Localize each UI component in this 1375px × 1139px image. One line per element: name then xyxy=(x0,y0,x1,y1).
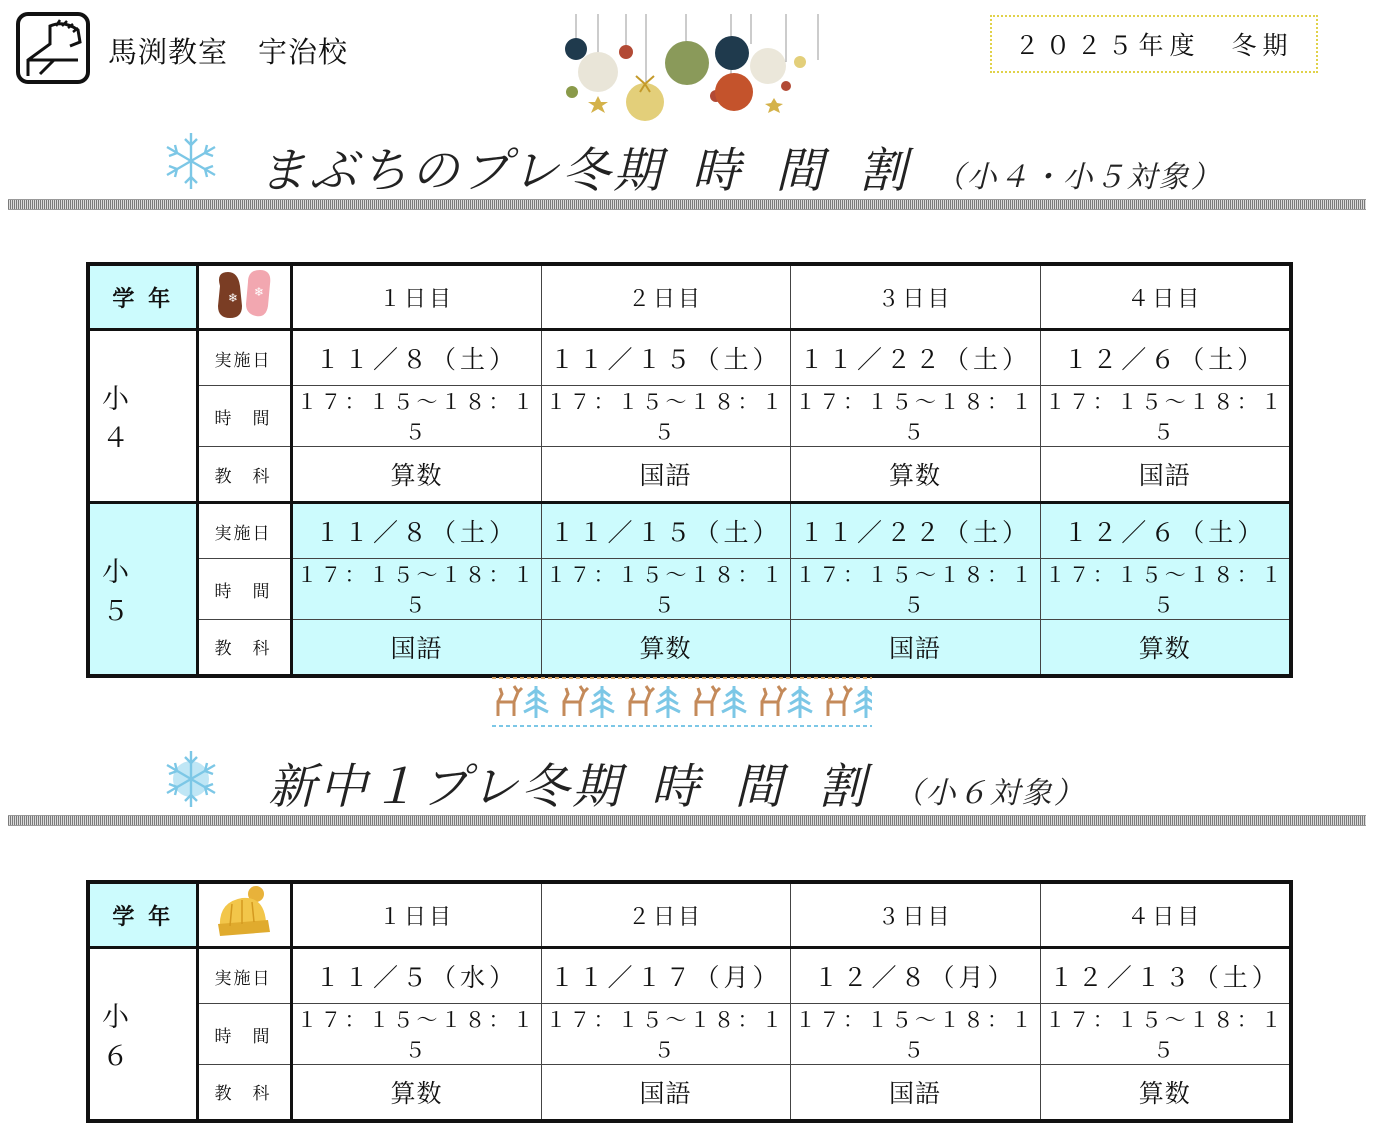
section2-title xyxy=(268,748,1086,817)
date-cell: １２／６（土） xyxy=(1040,330,1291,386)
grade-label: 小 ６ xyxy=(88,948,197,1121)
day-header: ４日目 xyxy=(1040,264,1291,330)
time-cell: １７：１５～１８：１５ xyxy=(291,559,541,620)
section2-title-text: 新中１プレ冬期 xyxy=(268,759,624,815)
date-cell: １１／５（水） xyxy=(291,948,541,1004)
day-header: ３日目 xyxy=(790,264,1040,330)
subject-cell: 国語 xyxy=(291,620,541,676)
date-cell: １１／１７（月） xyxy=(541,948,790,1004)
row-label-date: 実施日 xyxy=(197,330,291,386)
timetable-section1 xyxy=(86,262,1293,678)
divider xyxy=(8,815,1366,826)
subject-cell: 国語 xyxy=(541,447,790,503)
date-cell: １１／８（土） xyxy=(291,330,541,386)
term-label: ２０２５年度 冬期 xyxy=(990,15,1318,73)
subject-cell: 国語 xyxy=(1040,447,1291,503)
day-header: ４日目 xyxy=(1040,882,1291,948)
row-label-time: 時 間 xyxy=(197,559,291,620)
time-cell: １７：１５～１８：１５ xyxy=(291,386,541,447)
row-label-time: 時 間 xyxy=(197,386,291,447)
day-header: ３日目 xyxy=(790,882,1040,948)
subject-cell: 算数 xyxy=(790,447,1040,503)
date-cell: １１／１５（土） xyxy=(541,503,790,559)
section1-title-text: まぶちのプレ冬期 xyxy=(258,143,665,199)
subject-cell: 算数 xyxy=(1040,1065,1291,1121)
row-label-subject: 教 科 xyxy=(197,1065,291,1121)
date-cell: １２／６（土） xyxy=(1040,503,1291,559)
date-cell: １１／８（土） xyxy=(291,503,541,559)
time-cell: １７：１５～１８：１５ xyxy=(541,386,790,447)
subject-cell: 国語 xyxy=(790,1065,1040,1121)
time-cell: １７：１５～１８：１５ xyxy=(1040,559,1291,620)
subject-cell: 算数 xyxy=(1040,620,1291,676)
time-cell: １７：１５～１８：１５ xyxy=(1040,386,1291,447)
day-header: １日目 xyxy=(291,264,541,330)
subject-cell: 算数 xyxy=(291,447,541,503)
section1-subtitle: （小４・小５対象） xyxy=(934,160,1223,195)
section1-title xyxy=(258,132,1223,201)
svg-text:❄: ❄ xyxy=(228,291,242,305)
time-cell: １７：１５～１８：１５ xyxy=(1040,1004,1291,1065)
section1-title-kanji: 時 間 割 xyxy=(692,143,917,199)
reindeer-pattern-icon xyxy=(492,676,872,728)
row-label-date: 実施日 xyxy=(197,948,291,1004)
row-label-subject: 教 科 xyxy=(197,620,291,676)
time-cell: １７：１５～１８：１５ xyxy=(541,1004,790,1065)
grade-header: 学 年 xyxy=(88,882,197,948)
row-label-time: 時 間 xyxy=(197,1004,291,1065)
subject-cell: 算数 xyxy=(291,1065,541,1121)
snowflake-icon xyxy=(160,130,222,192)
row-label-subject: 教 科 xyxy=(197,447,291,503)
time-cell: １７：１５～１８：１５ xyxy=(291,1004,541,1065)
day-header: ２日目 xyxy=(541,264,790,330)
day-header: ２日目 xyxy=(541,882,790,948)
row-label-date: 実施日 xyxy=(197,503,291,559)
time-cell: １７：１５～１８：１５ xyxy=(790,386,1040,447)
time-cell: １７：１５～１８：１５ xyxy=(790,1004,1040,1065)
date-cell: １２／８（月） xyxy=(790,948,1040,1004)
yarn-ornaments-icon xyxy=(556,14,846,122)
date-cell: １１／１５（土） xyxy=(541,330,790,386)
timetable-section2 xyxy=(86,880,1293,1123)
horse-logo-icon xyxy=(16,12,90,84)
grade-header: 学 年 xyxy=(88,264,197,330)
grade-label: 小 ５ xyxy=(88,503,197,676)
svg-text:❄: ❄ xyxy=(254,285,268,299)
subject-cell: 国語 xyxy=(790,620,1040,676)
date-cell: １１／２２（土） xyxy=(790,330,1040,386)
divider xyxy=(8,199,1366,210)
subject-cell: 算数 xyxy=(541,620,790,676)
knit-hat-icon xyxy=(197,882,291,948)
snowflake-icon xyxy=(160,748,222,810)
school-name: 馬渕教室 宇治校 xyxy=(108,35,349,69)
date-cell: １１／２２（土） xyxy=(790,503,1040,559)
time-cell: １７：１５～１８：１５ xyxy=(541,559,790,620)
grade-label: 小 ４ xyxy=(88,330,197,503)
date-cell: １２／１３（土） xyxy=(1040,948,1291,1004)
subject-cell: 国語 xyxy=(541,1065,790,1121)
section2-subtitle: （小６対象） xyxy=(893,776,1086,811)
mittens-icon xyxy=(197,264,291,330)
section2-title-kanji: 時 間 割 xyxy=(651,759,876,815)
time-cell: １７：１５～１８：１５ xyxy=(790,559,1040,620)
day-header: １日目 xyxy=(291,882,541,948)
